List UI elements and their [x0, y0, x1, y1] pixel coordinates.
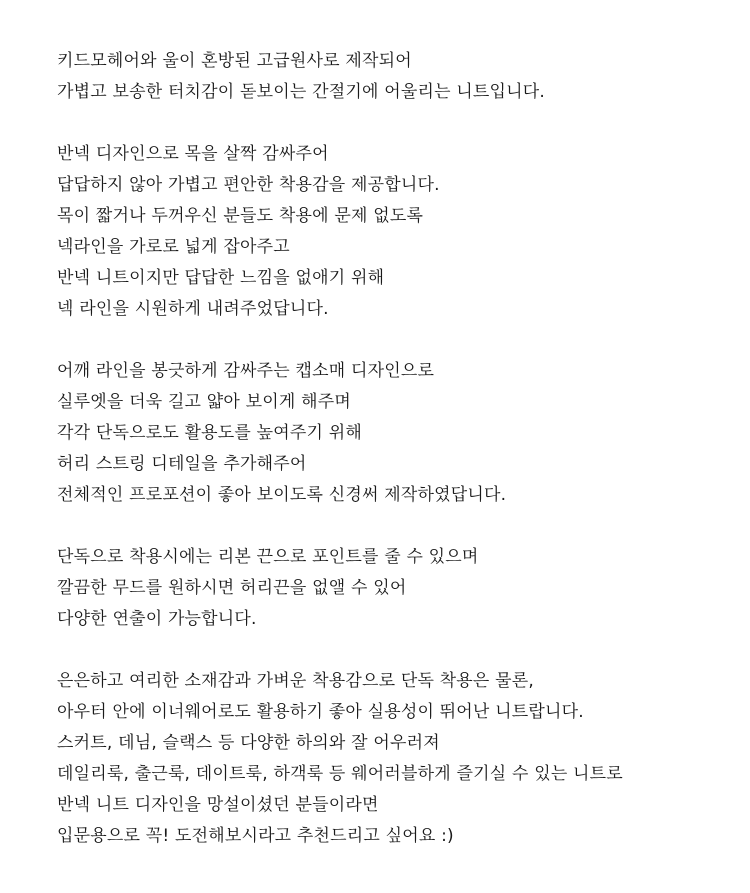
text-line: 넥 라인을 시원하게 내려주었답니다. — [57, 299, 329, 319]
text-line: 키드모헤어와 울이 혼방된 고급원사로 제작되어 — [57, 51, 412, 71]
text-line: 입문용으로 꼭! 도전해보시라고 추천드리고 싶어요 :) — [57, 826, 454, 846]
text-line: 넥라인을 가로로 넓게 잡아주고 — [57, 237, 290, 257]
paragraph-material — [57, 46, 737, 108]
paragraph-silhouette — [57, 356, 737, 511]
text-line: 실루엣을 더욱 길고 얇아 보이게 해주며 — [57, 392, 351, 412]
text-line: 반넥 디자인으로 목을 살짝 감싸주어 — [57, 144, 329, 164]
text-line: 허리 스트링 디테일을 추가해주어 — [57, 454, 307, 474]
text-line: 아우터 안에 이너웨어로도 활용하기 좋아 실용성이 뛰어난 니트랍니다. — [57, 702, 584, 722]
text-line: 다양한 연출이 가능합니다. — [57, 609, 257, 629]
text-line: 데일리룩, 출근룩, 데이트룩, 하객룩 등 웨어러블하게 즐기실 수 있는 니트로 — [57, 764, 623, 784]
text-line: 각각 단독으로도 활용도를 높여주기 위해 — [57, 423, 362, 443]
text-line: 단독으로 착용시에는 리본 끈으로 포인트를 줄 수 있으며 — [57, 547, 479, 567]
text-line: 전체적인 프로포션이 좋아 보이도록 신경써 제작하였답니다. — [57, 485, 507, 505]
text-line: 깔끔한 무드를 원하시면 허리끈을 없앨 수 있어 — [57, 578, 407, 598]
paragraph-styling — [57, 542, 737, 635]
text-line: 어깨 라인을 봉긋하게 감싸주는 캡소매 디자인으로 — [57, 361, 435, 381]
text-line: 반넥 니트이지만 답답한 느낌을 없애기 위해 — [57, 268, 385, 288]
paragraph-recommendation — [57, 666, 737, 852]
text-line: 가볍고 보송한 터치감이 돋보이는 간절기에 어울리는 니트입니다. — [57, 82, 546, 102]
text-line: 반넥 니트 디자인을 망설이셨던 분들이라면 — [57, 795, 379, 815]
product-description — [57, 46, 737, 883]
paragraph-neckline — [57, 139, 737, 325]
text-line: 스커트, 데님, 슬랙스 등 다양한 하의와 잘 어우러져 — [57, 733, 440, 753]
text-line: 목이 짧거나 두꺼우신 분들도 착용에 문제 없도록 — [57, 206, 424, 226]
text-line: 답답하지 않아 가볍고 편안한 착용감을 제공합니다. — [57, 175, 440, 195]
text-line: 은은하고 여리한 소재감과 가벼운 착용감으로 단독 착용은 물론, — [57, 671, 535, 691]
